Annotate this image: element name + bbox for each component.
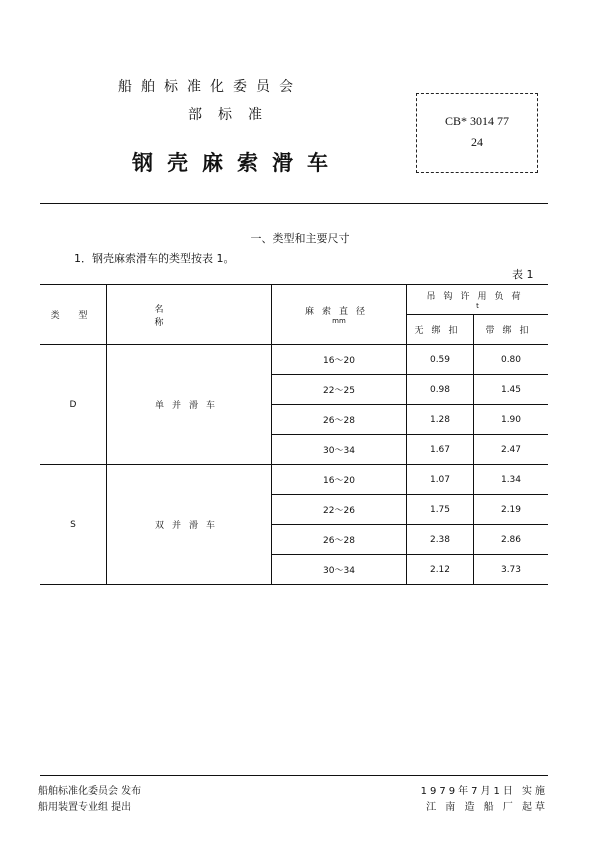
header-load <box>407 285 549 315</box>
name-cell: 双并滑车 <box>107 465 272 585</box>
header-load-label: 吊钩许用负荷 <box>426 292 529 302</box>
table-row <box>40 345 548 375</box>
no-tie-cell: 1.07 <box>407 465 474 495</box>
footer-divider <box>40 775 548 776</box>
diameter-cell: 22～25 <box>272 375 407 405</box>
header-name: 名 称 <box>107 285 272 345</box>
with-tie-cell: 0.80 <box>474 345 549 375</box>
with-tie-cell: 1.90 <box>474 405 549 435</box>
divider <box>40 203 548 204</box>
no-tie-cell: 2.12 <box>407 555 474 585</box>
header-diameter <box>272 285 407 345</box>
standard-code-sub: 24 <box>471 135 483 149</box>
footer-issuer: 船舶标准化委员会 发布 <box>38 786 142 797</box>
no-tie-cell: 0.98 <box>407 375 474 405</box>
diameter-cell: 16～20 <box>272 465 407 495</box>
no-tie-cell: 2.38 <box>407 525 474 555</box>
with-tie-cell: 1.34 <box>474 465 549 495</box>
with-tie-cell: 2.47 <box>474 435 549 465</box>
with-tie-cell: 3.73 <box>474 555 549 585</box>
header-type: 类 型 <box>40 285 107 345</box>
diameter-cell: 22～26 <box>272 495 407 525</box>
header-diameter-unit: mm <box>332 317 346 325</box>
type-cell: S <box>40 465 107 585</box>
footer-proposer: 船用装置专业组 提出 <box>38 802 132 813</box>
footer-drafter: 江 南 造 船 厂 起草 <box>426 802 548 813</box>
table-label: 表 1 <box>512 268 534 281</box>
no-tie-cell: 1.75 <box>407 495 474 525</box>
header-no-tie: 无绑扣 <box>407 315 474 345</box>
org-line-1: 船舶标准化委员会 <box>118 79 302 95</box>
section-title: 一、类型和主要尺寸 <box>250 232 350 245</box>
no-tie-cell: 0.59 <box>407 345 474 375</box>
name-cell: 单并滑车 <box>107 345 272 465</box>
paragraph: 1．钢壳麻索滑车的类型按表 1。 <box>74 252 235 265</box>
type-cell: D <box>40 345 107 465</box>
diameter-cell: 26～28 <box>272 405 407 435</box>
diameter-cell: 30～34 <box>272 435 407 465</box>
diameter-cell: 16～20 <box>272 345 407 375</box>
no-tie-cell: 1.28 <box>407 405 474 435</box>
document-title: 钢壳麻索滑车 <box>132 151 342 175</box>
with-tie-cell: 1.45 <box>474 375 549 405</box>
data-table <box>40 284 548 585</box>
with-tie-cell: 2.19 <box>474 495 549 525</box>
header-load-unit: t <box>476 302 479 310</box>
footer-effective-date: 1979年7月1日 实施 <box>420 786 548 797</box>
header-diameter-label: 麻索直径 <box>304 307 373 317</box>
with-tie-cell: 2.86 <box>474 525 549 555</box>
diameter-cell: 26～28 <box>272 525 407 555</box>
standard-code-box <box>416 93 538 173</box>
diameter-cell: 30～34 <box>272 555 407 585</box>
standard-code: CB* 3014 77 <box>444 114 509 128</box>
org-line-2: 部标准 <box>188 107 278 123</box>
no-tie-cell: 1.67 <box>407 435 474 465</box>
table-row <box>40 465 548 495</box>
header-with-tie: 带绑扣 <box>474 315 549 345</box>
